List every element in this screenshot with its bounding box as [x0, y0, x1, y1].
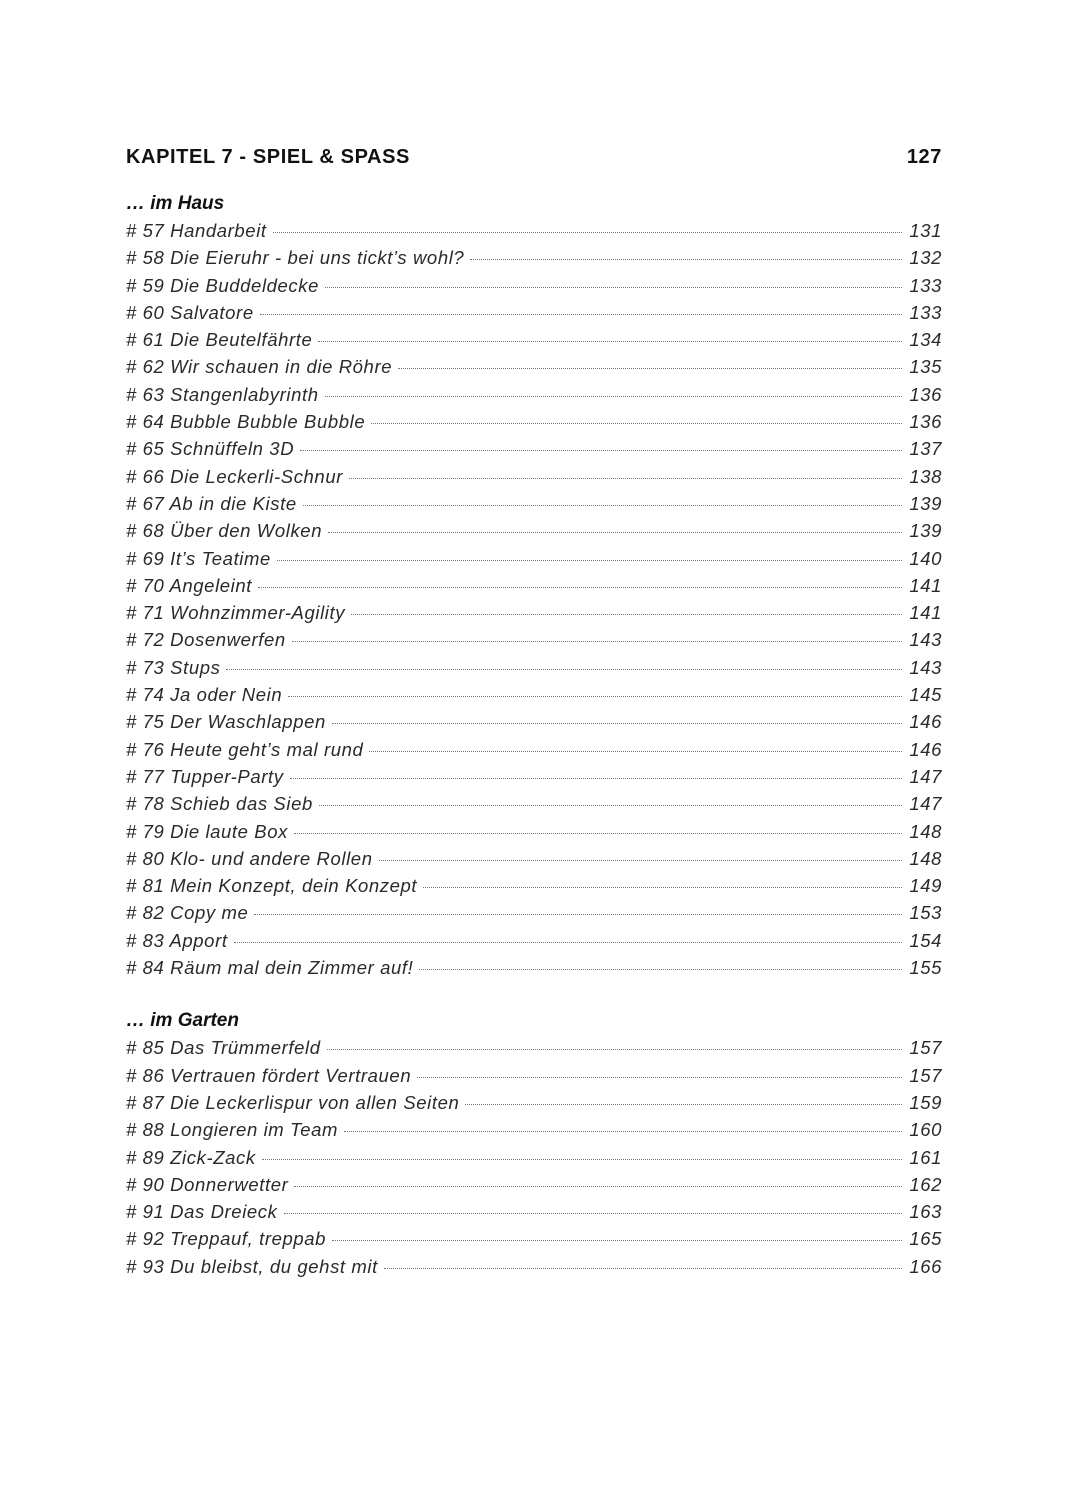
toc-entry-page-number: 162 [909, 1173, 942, 1195]
toc-entry-title: # 77 Tupper-Party [126, 765, 284, 787]
toc-entry-page-number: 154 [909, 929, 942, 951]
toc-entry-title: # 79 Die laute Box [126, 820, 288, 842]
toc-entry-page-number: 160 [909, 1119, 942, 1141]
toc-entry-title: # 63 Stangenlabyrinth [126, 383, 319, 405]
dot-leader [319, 805, 902, 806]
toc-entry-page-number: 138 [909, 465, 942, 487]
toc-entry [126, 1116, 942, 1143]
toc-entry-title: # 80 Klo- und andere Rollen [126, 847, 373, 869]
toc-entry-title: # 86 Vertrauen fördert Vertrauen [126, 1064, 412, 1086]
toc-entry-title: # 64 Bubble Bubble Bubble [126, 411, 366, 433]
dot-leader [344, 1131, 902, 1132]
toc-entry-page-number: 135 [909, 356, 942, 378]
dot-leader [371, 423, 902, 424]
toc-entry-page-number: 166 [909, 1255, 942, 1277]
chapter-title: KAPITEL 7 - SPIEL & SPASS [126, 146, 410, 168]
section-title: … im Garten [126, 1010, 239, 1032]
toc-entry [126, 545, 942, 572]
toc-entry-page-number: 139 [909, 520, 942, 542]
toc-entry-title: # 71 Wohnzimmer-Agility [126, 602, 346, 624]
toc-entry [126, 763, 942, 790]
dot-leader [470, 259, 902, 260]
toc-entry-title: # 82 Copy me [126, 902, 249, 924]
toc-entry-title: # 58 Die Eieruhr - bei uns tickt’s wohl? [126, 247, 465, 269]
toc-entry [126, 845, 942, 872]
table-of-contents [126, 146, 942, 1280]
toc-entry-title: # 68 Über den Wolken [126, 520, 323, 542]
toc-entry-title: # 67 Ab in die Kiste [126, 492, 297, 514]
toc-entry-title: # 66 Die Leckerli-Schnur [126, 465, 343, 487]
toc-entry-page-number: 133 [909, 274, 942, 296]
toc-entry [126, 1062, 942, 1089]
toc-entry-title: # 60 Salvatore [126, 301, 254, 323]
toc-entry [126, 408, 942, 435]
toc-entry [126, 1225, 942, 1252]
dot-leader [273, 232, 902, 233]
toc-entry-page-number: 136 [909, 411, 942, 433]
dot-leader [277, 560, 902, 561]
toc-entry-page-number: 140 [909, 547, 942, 569]
toc-entry-page-number: 165 [909, 1228, 942, 1250]
dot-leader [288, 696, 902, 697]
dot-leader [294, 1186, 902, 1187]
toc-entry-page-number: 145 [909, 684, 942, 706]
toc-entry-page-number: 134 [909, 329, 942, 351]
dot-leader [369, 751, 902, 752]
dot-leader [349, 478, 902, 479]
dot-leader [234, 942, 902, 943]
toc-entry-title: # 61 Die Beutelfährte [126, 329, 313, 351]
dot-leader [379, 860, 902, 861]
dot-leader [325, 287, 902, 288]
toc-entry-title: # 65 Schnüffeln 3D [126, 438, 295, 460]
toc-entry-title: # 85 Das Trümmerfeld [126, 1037, 321, 1059]
toc-entry [126, 736, 942, 763]
toc-entry [126, 381, 942, 408]
toc-entry [126, 353, 942, 380]
toc-entry-title: # 78 Schieb das Sieb [126, 793, 313, 815]
toc-entry [126, 1253, 942, 1280]
toc-entry-title: # 76 Heute geht’s mal rund [126, 738, 364, 760]
toc-entry [126, 954, 942, 981]
toc-entry-page-number: 146 [909, 738, 942, 760]
toc-sections [126, 190, 942, 1280]
dot-leader [419, 969, 902, 970]
toc-entry-page-number: 147 [909, 793, 942, 815]
toc-entry [126, 899, 942, 926]
toc-entry [126, 818, 942, 845]
toc-entry [126, 572, 942, 599]
toc-entry [126, 326, 942, 353]
dot-leader [318, 341, 902, 342]
toc-entry-page-number: 136 [909, 383, 942, 405]
toc-entry-page-number: 133 [909, 301, 942, 323]
toc-entry-page-number: 149 [909, 875, 942, 897]
toc-entry-title: # 83 Apport [126, 929, 228, 951]
toc-entry-page-number: 163 [909, 1201, 942, 1223]
toc-entry [126, 1034, 942, 1061]
dot-leader [258, 587, 902, 588]
toc-entry-title: # 91 Das Dreieck [126, 1201, 278, 1223]
toc-entry-title: # 57 Handarbeit [126, 220, 267, 241]
toc-list [126, 1034, 942, 1280]
toc-entry-page-number: 157 [909, 1037, 942, 1059]
toc-entry [126, 272, 942, 299]
toc-entry-title: # 62 Wir schauen in die Röhre [126, 356, 393, 378]
dot-leader [332, 1240, 902, 1241]
dot-leader [417, 1077, 902, 1078]
toc-entry-title: # 89 Zick-Zack [126, 1146, 256, 1168]
toc-entry [126, 1198, 942, 1225]
dot-leader [465, 1104, 902, 1105]
dot-leader [398, 368, 902, 369]
toc-entry-page-number: 155 [909, 957, 942, 979]
dot-leader [226, 669, 902, 670]
dot-leader [292, 641, 902, 642]
toc-entry-page-number: 141 [909, 602, 942, 624]
dot-leader [284, 1213, 903, 1214]
toc-entry [126, 599, 942, 626]
dot-leader [351, 614, 902, 615]
toc-entry-title: # 70 Angeleint [126, 574, 253, 596]
toc-entry-page-number: 147 [909, 765, 942, 787]
dot-leader [300, 450, 902, 451]
dot-leader [303, 505, 902, 506]
toc-entry [126, 708, 942, 735]
chapter-page-number: 127 [906, 146, 942, 168]
toc-entry [126, 927, 942, 954]
toc-entry-title: # 93 Du bleibst, du gehst mit [126, 1255, 378, 1277]
section-title: … im Haus [126, 193, 225, 214]
toc-entry-title: # 81 Mein Konzept, dein Konzept [126, 875, 418, 897]
chapter-heading [126, 146, 942, 176]
toc-entry-title: # 90 Donnerwetter [126, 1173, 289, 1195]
dot-leader [294, 833, 902, 834]
dot-leader [325, 396, 902, 397]
toc-entry [126, 654, 942, 681]
toc-entry-title: # 92 Treppauf, treppab [126, 1228, 327, 1250]
toc-entry [126, 681, 942, 708]
toc-entry [126, 1171, 942, 1198]
toc-entry [126, 1144, 942, 1171]
toc-entry [126, 299, 942, 326]
toc-entry-title: # 73 Stups [126, 656, 221, 678]
dot-leader [290, 778, 902, 779]
dot-leader [260, 314, 902, 315]
dot-leader [384, 1268, 902, 1269]
toc-entry [126, 790, 942, 817]
toc-entry [126, 1089, 942, 1116]
toc-list [126, 217, 942, 981]
toc-entry-title: # 75 Der Waschlappen [126, 711, 326, 733]
dot-leader [332, 723, 902, 724]
toc-entry-page-number: 132 [909, 247, 942, 269]
toc-entry-page-number: 139 [909, 492, 942, 514]
toc-entry [126, 463, 942, 490]
toc-entry-page-number: 148 [909, 847, 942, 869]
toc-entry-title: # 69 It’s Teatime [126, 547, 271, 569]
toc-entry-page-number: 157 [909, 1064, 942, 1086]
toc-entry-title: # 74 Ja oder Nein [126, 684, 283, 706]
toc-entry [126, 872, 942, 899]
dot-leader [328, 532, 902, 533]
dot-leader [423, 887, 902, 888]
toc-entry [126, 517, 942, 544]
toc-entry [126, 626, 942, 653]
toc-entry-page-number: 159 [909, 1091, 942, 1113]
toc-entry [126, 244, 942, 271]
toc-entry-page-number: 141 [909, 574, 942, 596]
dot-leader [262, 1159, 902, 1160]
toc-entry-title: # 88 Longieren im Team [126, 1119, 339, 1141]
toc-entry [126, 435, 942, 462]
toc-entry-page-number: 148 [909, 820, 942, 842]
dot-leader [254, 914, 902, 915]
toc-entry-title: # 87 Die Leckerlispur von allen Seiten [126, 1091, 460, 1113]
toc-entry-page-number: 161 [909, 1146, 942, 1168]
dot-leader [327, 1049, 902, 1050]
toc-entry-page-number: 143 [909, 656, 942, 678]
toc-entry-page-number: 137 [909, 438, 942, 460]
toc-entry-page-number: 153 [909, 902, 942, 924]
toc-entry-page-number: 131 [909, 220, 942, 241]
toc-entry-title: # 84 Räum mal dein Zimmer auf! [126, 957, 414, 979]
toc-entry-page-number: 143 [909, 629, 942, 651]
toc-entry [126, 490, 942, 517]
toc-entry-title: # 59 Die Buddeldecke [126, 274, 320, 296]
toc-entry-page-number: 146 [909, 711, 942, 733]
toc-entry-title: # 72 Dosenwerfen [126, 629, 286, 651]
toc-entry [126, 217, 942, 244]
